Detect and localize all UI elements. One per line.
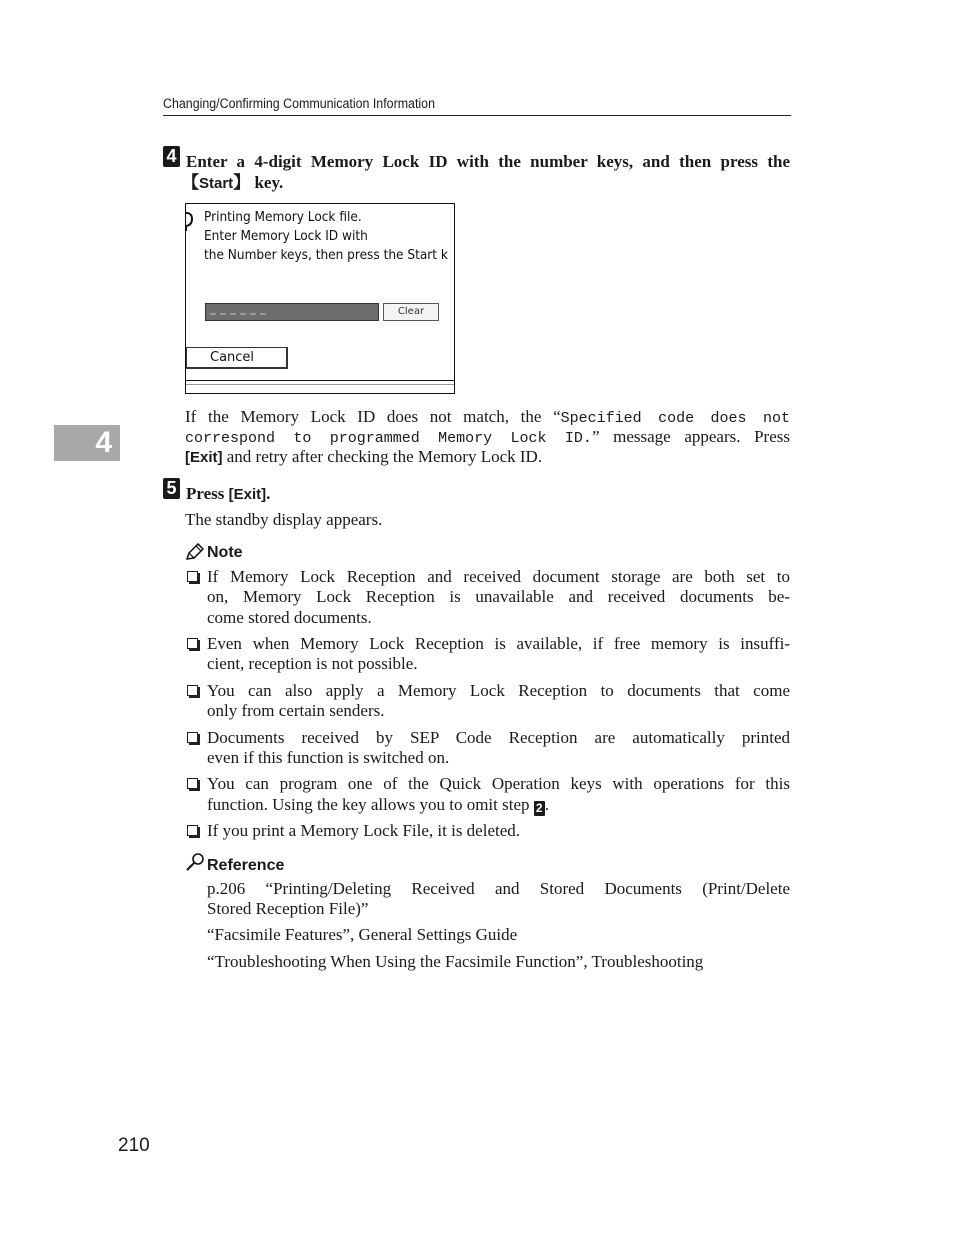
step-4-tail: key. [250,173,284,192]
cancel-button[interactable]: Cancel [186,347,288,369]
running-header: Changing/Confirming Communication Information [163,96,436,111]
screen-info-icon [185,210,196,234]
step-number-5: 5 [163,478,180,499]
reference-item-1-line2: Stored Reception File)” [207,899,369,918]
key-bracket-open: 【 [182,173,199,192]
screen-message-line1: Printing Memory Lock file. [204,209,362,225]
note-bullet-checkbox [187,571,198,582]
note-item-3-line1: You can also apply a Memory Lock Reception to documents that come [207,681,790,700]
note-item-5-line1: You can program one of the Quick Operation keys with operations for this [207,774,790,793]
note-bullet-checkbox [187,825,198,836]
mismatch-line2 [185,427,790,449]
standby-text: The standby display appears. [185,510,383,529]
screen-bottom-rule-2 [186,384,454,385]
reference-item-3: “Troubleshooting When Using the Facsimile Function”, Troubleshooting [207,952,704,971]
note-item-3-line2: only from certain senders. [207,701,385,720]
mismatch-line3 [185,447,542,468]
note-item-5-line2 [207,795,790,816]
mismatch-text-3: and retry after checking the Memory Lock ID. [222,447,543,466]
note-item-5-period: . [544,795,549,814]
note-bullet-checkbox [187,778,198,789]
reference-item-2: “Facsimile Features”, General Settings Guide [207,925,518,944]
input-placeholder-dashes [210,313,266,317]
step-number-4: 4 [163,146,180,167]
mismatch-line1 [185,407,790,429]
note-item-4-line2: even if this function is switched on. [207,748,450,767]
note-pencil-icon [185,543,205,561]
note-bullet-checkbox [187,685,198,696]
reference-heading: Reference [207,857,285,874]
note-item-5-text: function. Using the key allows you to omit step [207,795,534,814]
screen-bottom-rule [186,380,454,381]
inline-step-number: 2 [534,801,545,816]
step-4-instruction-line1: Enter a 4-digit Memory Lock ID with the number keys, and then press the [186,152,790,171]
exit-key-label-step5: [Exit] [228,486,267,503]
note-item-1-line1: If Memory Lock Reception and received document storage are both set to [207,567,790,586]
note-item-4-line1: Documents received by SEP Code Reception are automatically printed [207,728,790,747]
reference-magnifier-icon [185,852,207,872]
reference-item-1-line1: p.206 “Printing/Deleting Received and Stored Documents (Print/Delete [207,879,790,898]
error-message-code: Specified code does not [560,410,790,427]
start-key-label: Start [199,175,234,192]
note-bullet-checkbox [187,638,198,649]
step-5-pre: Press [186,484,229,503]
step-5-post: . [266,484,271,503]
note-heading: Note [207,544,243,561]
step-4-instruction-line2 [182,172,283,194]
mismatch-text: If the Memory Lock ID does not match, the “ [185,407,561,426]
exit-key-label: [Exit] [185,449,223,466]
header-rule [163,115,791,116]
memory-lock-id-input[interactable] [205,303,379,321]
clear-button[interactable]: Clear [383,303,439,321]
note-bullet-checkbox [187,732,198,743]
screen-message-line3: the Number keys, then press the Start k [204,247,448,263]
error-message-code-cont: correspond to programmed Memory Lock ID. [185,430,592,447]
screen-message-line2: Enter Memory Lock ID with [204,228,368,244]
memory-lock-id-screen [185,203,455,394]
note-item-1-line3: come stored documents. [207,608,372,627]
key-bracket-close: 】 [233,173,251,192]
note-item-2-line1: Even when Memory Lock Reception is available, if free memory is insuffi- [207,634,790,653]
note-item-1-line2: on, Memory Lock Reception is unavailable and received documents be- [207,587,790,606]
mismatch-text-2: ” message appears. Press [591,427,790,446]
step-5-instruction [186,483,270,505]
note-item-2-line2: cient, reception is not possible. [207,654,418,673]
note-item-6-line1: If you print a Memory Lock File, it is deleted. [207,821,521,840]
page-number: 210 [118,1135,150,1156]
chapter-tab: 4 [54,425,120,461]
